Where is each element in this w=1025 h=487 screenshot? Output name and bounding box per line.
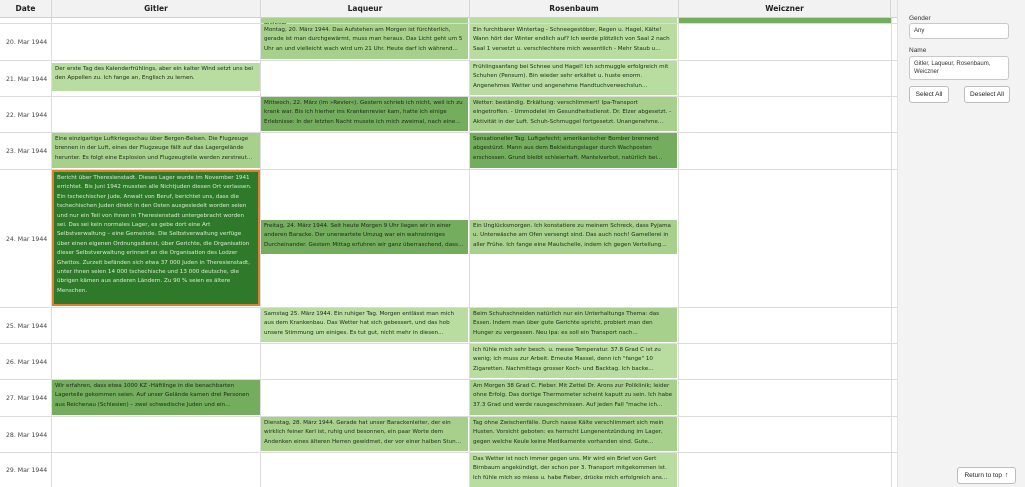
entry-gitler[interactable]: Eine einzigartige Luftkriegsschau über Bergen-Belsen. Die Flugzeuge brennen in der Luft, eines der Flugzeuge fällt auf das Lagergelände herunter. Es folgt eine Explosion und Flugzeugteile werden zerstreut... xyxy=(52,133,260,168)
column-header-row xyxy=(0,0,897,18)
entry-rosenbaum[interactable]: Ich fühle mich sehr besch. u. messe Temperatur. 37.8 Grad C ist zu wenig; ich muss zur Arbeit. Erneute Massel, denn ich "fange" 10 Zigaretten. Nachmittags grosser Koch- und Backtag. Ich backe... xyxy=(470,344,677,378)
table-row xyxy=(0,380,897,417)
table-row xyxy=(0,308,897,344)
column-divider xyxy=(678,0,679,487)
return-to-top-button[interactable] xyxy=(957,467,1016,484)
entry-laqueur[interactable]: Montag, 20. März 1944. Das Aufstehen am Morgen ist fürchterlich, gerade ist man durchgewärmt, muss man heraus. Das Licht geht um 5 Uhr an und vielleicht wach wird um 21 Uhr. Heute darf ich während... xyxy=(261,24,468,59)
select-all-button[interactable]: Select All xyxy=(909,86,949,103)
gender-label: Gender xyxy=(909,15,931,22)
date-cell: 26. Mar 1944 xyxy=(0,344,52,380)
table-row xyxy=(0,453,897,487)
header-gitler[interactable]: Gitler xyxy=(52,0,261,17)
column-divider xyxy=(469,0,470,487)
entry-gitler-selected[interactable]: Bericht über Theresienstadt. Dieses Lager wurde im November 1941 errichtet. Bis Juni 1942 mussten alle Nichtjuden diesen Ort verlassen. Ein tschechischer Jude, Anwalt von Beruf, berichtet uns, dass die tschechischen Juden direkt in den Osten ausgesiedelt worden seien und nur ein Teil von ihnen in Theresienstadt untergebracht worden sei. Das sei kein normales Lager, es gebe dort eine Art Selbstverwaltung – eine Gemeinde. Die Selbstverwaltung verfüge über einen eigenen Ordnungsdienst, über Gerichte, die Organisation dieser Selbstverwaltung erinnert an die Organisation des Lodzer Ghettos. Zurzeit befänden sich etwa 37 000 Juden in Theresienstadt, unter ihnen seien 14 000 tschechische und 13 000 deutsche, die übrigen kämen aus anderen Ländern. Zu 90 % seien es ältere Menschen. xyxy=(52,170,260,306)
arrow-up-icon: ↑ xyxy=(1005,472,1009,479)
date-cell: 22. Mar 1944 xyxy=(0,97,52,133)
entry-rosenbaum[interactable]: Das Wetter ist noch immer gegen uns. Mir wird ein Brief von Gert Birnbaum angekündigt, der schon per 3. Transport mitgekommen ist. Ich fühle mich so miess u. habe Fieber, drücke mich erfolgreich ans... xyxy=(470,453,677,487)
entry-laqueur[interactable]: Dienstag, 28. März 1944. Gerade hat unser Barackenleiter, der ein wirklich feiner Kerl ist, ruhig und besonnen, ein paar Worte dem Andenken eines älteren Herren gewidmet, der vor einer halben Stun... xyxy=(261,417,468,451)
date-cell: 28. Mar 1944 xyxy=(0,417,52,453)
header-weiczner[interactable]: Weiczner xyxy=(679,0,891,17)
entry-rosenbaum[interactable]: Ein Unglücksmorgen. Ich konstatiere zu meinem Schreck, dass Pyjama u. Unterwäsche am Ofen versengt sind. Das auch noch! Gamellerei in aller Frühe. Ich fange eine Maulschelle, indem ich gegen Verteilung... xyxy=(470,220,677,254)
gender-select[interactable]: Any xyxy=(909,23,1009,39)
date-cell: 29. Mar 1944 xyxy=(0,453,52,487)
date-cell: 23. Mar 1944 xyxy=(0,133,52,170)
entry-gitler[interactable]: Der erste Tag des Kalenderfrühlings, aber ein kalter Wind setzt uns bei den Appellen zu. Ich fange an, Englisch zu lernen. xyxy=(52,63,260,91)
entry-rosenbaum[interactable]: Frühlingsanfang bei Schnee und Hagel! Ich schmuggle erfolgreich mit Schuhen (Pensum). Bin wieder sehr erkältet u. huste enorm. Angenehmes Wetter und angenehme Handtuchverwechslun... xyxy=(470,61,677,95)
filter-sidebar xyxy=(897,0,1025,487)
table-row xyxy=(0,344,897,380)
date-cell: 27. Mar 1944 xyxy=(0,380,52,417)
table-row xyxy=(0,133,897,170)
column-divider xyxy=(891,0,892,487)
table-row xyxy=(0,417,897,453)
header-rosenbaum[interactable]: Rosenbaum xyxy=(470,0,679,17)
header-date[interactable]: Date xyxy=(0,0,52,17)
date-cell: 24. Mar 1944 xyxy=(0,170,52,308)
entry-rosenbaum[interactable]: Sensationeller Tag. Luftgefecht; amerikanischer Bomber brennend abgestürzt. Mann aus dem Bekleidungslager durch Wachposten erschossen. Grund bleibt schleierhaft. Mantelverbot, natürlich bei... xyxy=(470,133,677,168)
entry-laqueur[interactable]: Samstag 25. März 1944. Ein ruhiger Tag. Morgen entlässt man mich aus dem Krankenbau. Das Wetter hat sich gebessert, und das hob unsere Stimmung um einiges. Es tut gut, nicht mehr in diesen... xyxy=(261,308,468,342)
date-cell: 20. Mar 1944 xyxy=(0,24,52,61)
entry-rosenbaum[interactable]: Wetter: beständig. Erkältung: verschlimmert! Ipa-Transport eingetroffen. - Ummodelei im Gesundheitsdienst. Dr. Elzer abgesetzt. - Aktivität in der Luft. Schuh-Schmuggel fortgesetzt. Unangenehme... xyxy=(470,97,677,131)
name-select[interactable]: Gitler, Laqueur, Rosenbaum, Weiczner xyxy=(909,56,1009,80)
entry-rosenbaum[interactable]: Beim Schuhschneiden natürlich nur ein Unterhaltungs Thema: das Essen. Indem man über gute Gerichte spricht, probiert man den Hunger zu vergessen. Neu Ipa: es soll ein Transport nach... xyxy=(470,308,677,342)
table-row xyxy=(0,170,897,308)
table-row xyxy=(0,97,897,133)
table-row xyxy=(0,24,897,61)
entry-laqueur[interactable]: Freitag, 24. März 1944. Seit heute Morgen 9 Uhr liegen wir in einer anderen Baracke. Der unerwartete Umzug war ein wahnsinniges Durcheinander. Gestern Mittag erfuhren wir ganz überraschend, dass... xyxy=(261,220,468,254)
header-laqueur[interactable]: Laqueur xyxy=(261,0,470,17)
entry-gitler[interactable]: Wir erfahren, dass etwa 1000 KZ -Häftlinge in die benachbarten Lagerteile gekommen seien. Auf unser Gelände kamen drei Personen aus Reichenau (Schlesien) – zwei schwedische Juden und ein... xyxy=(52,380,260,415)
deselect-all-button[interactable]: Deselect All xyxy=(964,86,1010,103)
date-cell: 21. Mar 1944 xyxy=(0,61,52,97)
name-label: Name xyxy=(909,47,927,54)
entry-rosenbaum[interactable]: Ein furchtbarer Wintertag - Schneegestöber, Regen u. Hagel, Kälte! Wann hört der Winter endlich auf? Ich werde plötzlich von Saal 2 nach Saal 1 versetzt u. verschlechtere mich wesentlich - Mehr Staub u... xyxy=(470,24,677,59)
entry-rosenbaum[interactable]: Am Morgen 38 Grad C. Fieber. Mit Zettel Dr. Arons zur Poliklinik; leider ohne Erfolg. Das dortige Thermometer scheint kaputt zu sein. Ich habe 37.3 Grad und werde rausgeschmissen. Auf jeden Fall "mache ich... xyxy=(470,380,677,415)
return-to-top-label: Return to top xyxy=(964,472,1003,479)
date-cell: 25. Mar 1944 xyxy=(0,308,52,344)
table-row xyxy=(0,61,897,97)
entry-laqueur[interactable]: Mittwoch, 22. März (im »Revier«). Gestern schrieb ich nicht, weil ich zu krank war. Bis ich hierher ins Krankenrevier kam, hatte ich einige Erlebnisse: In der letzten Nacht musste ich mich zweimal, nach eine... xyxy=(261,97,468,131)
column-divider xyxy=(260,0,261,487)
entry-rosenbaum[interactable]: Tag ohne Zwischenfälle. Durch nasse Kälte verschlimmert sich mein Husten. Vorsicht geboten: es herrscht Lungenentzündung im Lager, gegen welche Keule keine Medikamente vorhanden sind. Gute... xyxy=(470,417,677,451)
